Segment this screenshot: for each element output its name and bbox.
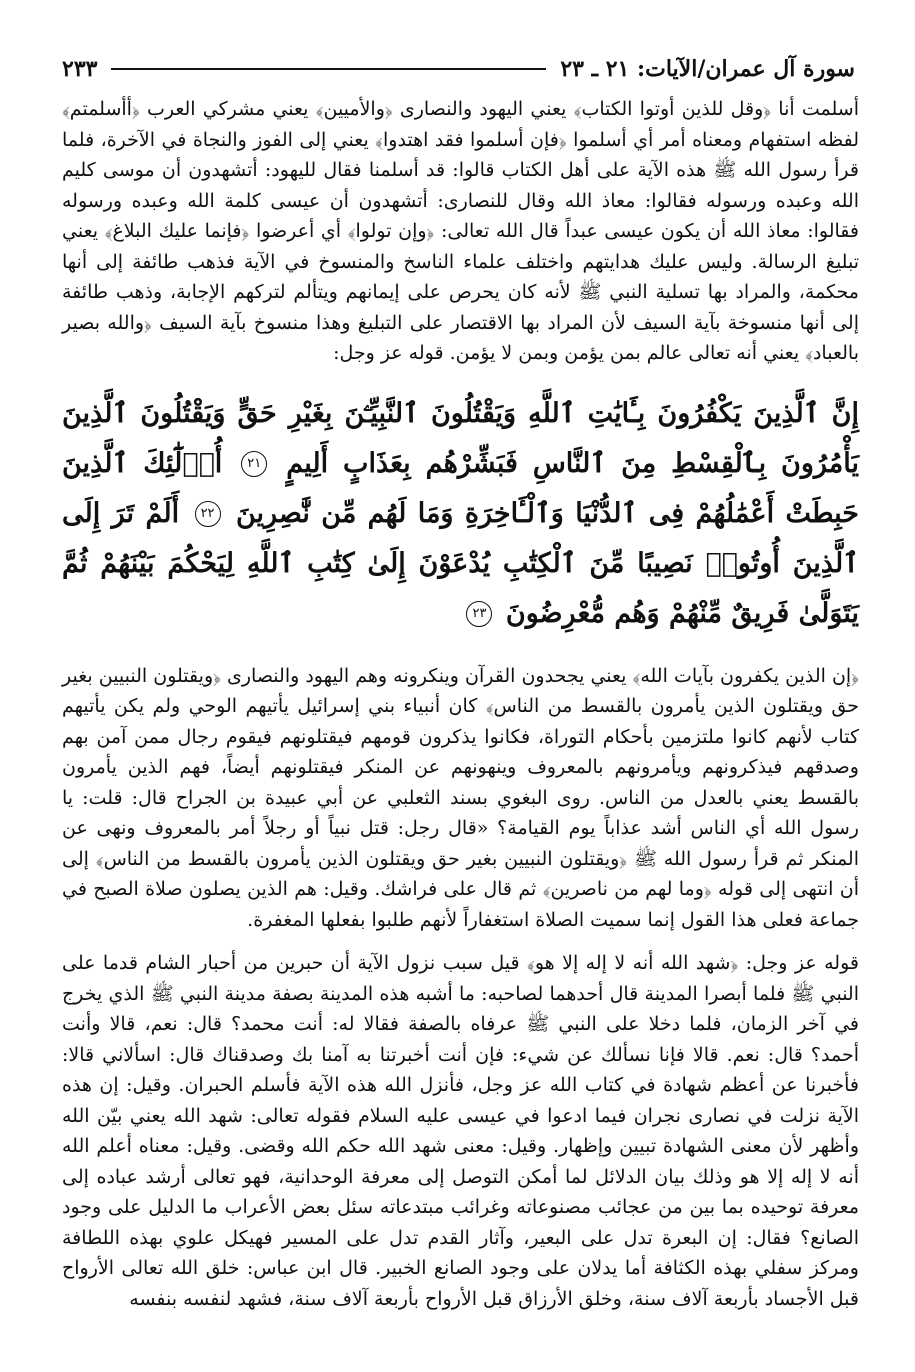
commentary-paragraph-2: ﴿إن الذين يكفرون بآيات الله﴾ يعني يجحدون القرآن وينكرونه وهم اليهود والنصارى ﴿ويقتلون النبيين بغير حق ويقتلون الذين يأمرون بالقسط من الناس﴾ كان أنبياء بني إسرائيل يأتيهم الوحي ولم يكن يأتيهم كتاب لأنهم كانوا ملتزمين بأحكام التوراة، فكانوا يذكرون قومهم فيقتلونهم فيقوم رجال ممن آمن بهم وصدقهم فيذكرونهم ويأمرونهم بالمعروف وينهونهم عن المنكر فيقتلونهم أيضاً، فهم الذين يأمرون بالقسط يعني بالعدل من الناس. روى البغوي بسند الثعلبي عن أبي عبيدة بن الجراح قال: قلت: يا رسول الله أي الناس أشد عذاباً يوم القيامة؟ «قال رجل: قتل نبياً أو رجلاً أمر بالمعروف ونهى عن المنكر ثم قرأ رسول الله ﷺ ﴿ويقتلون النبيين بغير حق ويقتلون الذين يأمرون بالقسط من الناس﴾ إلى أن انتهى إلى قوله ﴿وما لهم من ناصرين﴾ ثم قال على فراشك. وقيل: هم الذين يصلون صلاة الصبح في جماعة فعلى هذا القول إنما سميت الصلاة استغفاراً لأنهم طلبوا بفعلها المغفرة. [62, 664, 859, 931]
surah-title: سورة آل عمران/الآيات: ٢١ ـ ٢٣ [560, 56, 855, 82]
verse-21-number: ٢١ [241, 451, 267, 477]
commentary-paragraph-3: قوله عز وجل: ﴿شهد الله أنه لا إله إلا هو﴾ قيل سبب نزول الآية أن حبرين من أحبار الشام قدما على النبي ﷺ فلما أبصرا المدينة قال أحدهما لصاحبه: ما أشبه هذه المدينة بصفة مدينة النبي ﷺ الذي يخرج في آخر الزمان، فلما دخلا على النبي ﷺ عرفاه بالصفة فقالا له: أنت محمد؟ قال: نعم، قالا وأنت أحمد؟ قال: نعم. قالا فإنا نسألك عن شيء: فإن أنت أخبرتنا به آمنا بك وصدقناك قال: اسألاني قالا: فأخبرنا عن أعظم شهادة في كتاب الله عز وجل، فأنزل الله هذه الآية فأسلم الحبران. وقيل: إن هذه الآية نزلت في نصارى نجران فيما ادعوا في عيسى عليه السلام فقوله تعالى: شهد الله يعني بيّن الله وأظهر لأن معنى الشهادة تبيين وإظهار. وقيل: معنى شهد الله حكم الله وقضى. وقيل: معناه أعلم الله أنه لا إله إلا هو وذلك بيان الدلائل لما أمكن التوصل إلى معرفة الوحدانية، فهو تعالى أرشد عباده إلى معرفة توحيده بما بين من عجائب مصنوعاته وغرائب مبتدعاته سئل بعض الأعراب ما الدليل على وجود الصانع؟ فقال: إن البعرة تدل على البعير، وآثار القدم تدل على المسير فهيكل علوي بهذه اللطافة ومركز سفلي بهذه الكثافة أما يدلان على وجود الصانع الخبير. قال ابن عباس: خلق الله تعالى الأرواح قبل الأجساد بأربعة آلاف سنة، وخلق الأرزاق قبل الأرواح بأربعة آلاف سنة، فشهد لنفسه بنفسه [62, 952, 859, 1310]
verse-23-text: أَلَمْ تَرَ إِلَى ٱلَّذِينَ أُوتُوا۟ نَصِيبًا مِّنَ ٱلْكِتَٰبِ يُدْعَوْنَ إِلَىٰ كِتَٰبِ ٱللَّهِ لِيَحْكُمَ بَيْنَهُمْ ثُمَّ يَتَوَلَّىٰ فَرِيقٌ مِّنْهُمْ وَهُم مُّعْرِضُونَ [62, 497, 859, 629]
verse-21-text: إِنَّ ٱلَّذِينَ يَكْفُرُونَ بِـَٔايَٰتِ ٱللَّهِ وَيَقْتُلُونَ ٱلنَّبِيِّـۧنَ بِغَيْرِ حَقٍّ وَيَقْتُلُونَ ٱلَّذِينَ يَأْمُرُونَ بِٱلْقِسْطِ مِنَ ٱلنَّاسِ فَبَشِّرْهُم بِعَذَابٍ أَلِيمٍ [62, 397, 860, 479]
verse-22-text: أُو۟لَٰٓئِكَ ٱلَّذِينَ حَبِطَتْ أَعْمَٰلُهُمْ فِى ٱلدُّنْيَا وَٱلْـَٔاخِرَةِ وَمَا لَهُم مِّن نَّٰصِرِينَ [62, 447, 859, 529]
quran-verses [62, 389, 859, 639]
paragraph-gap [62, 935, 859, 948]
running-header [62, 52, 855, 86]
commentary-paragraph-1: أسلمت أنا ﴿وقل للذين أوتوا الكتاب﴾ يعني اليهود والنصارى ﴿والأميين﴾ يعني مشركي العرب ﴿أأسلمتم﴾ لفظه استفهام ومعناه أمر أي أسلموا ﴿فإن أسلموا فقد اهتدوا﴾ يعني إلى الفوز والنجاة في الآخرة، فلما قرأ رسول الله ﷺ هذه الآية على أهل الكتاب قالوا: قد أسلمنا فقال لليهود: أتشهدون أن موسى كليم الله وعبده ورسوله فقالوا: معاذ الله وقال للنصارى: أتشهدون أن عيسى كلمة الله وعبده ورسوله فقالوا: معاذ الله أن يكون عيسى عبداً قال الله تعالى: ﴿وإن تولوا﴾ أي أعرضوا ﴿فإنما عليك البلاغ﴾ يعني تبليغ الرسالة. وليس عليك هدايتهم واختلف علماء الناسخ والمنسوخ في الآية فذهب طائفة إلى أنها محكمة، والمراد بها تسلية النبي ﷺ لأنه كان يحرص على إيمانهم ويتألم لتركهم الإجابة، وذهب طائفة إلى أنها منسوخة بآية السيف لأن المراد بها الاقتصار على التبليغ وهذا منسوخ بآية السيف ﴿والله بصير بالعباد﴾ يعني أنه تعالى عالم بمن يؤمن وبمن لا يؤمن. قوله عز وجل: [62, 98, 859, 364]
page-body [62, 94, 859, 1366]
verse-23-number: ٢٣ [466, 601, 492, 627]
page-number: ٢٣٣ [62, 56, 98, 82]
verse-22-number: ٢٢ [195, 501, 221, 527]
header-rule [111, 68, 546, 70]
